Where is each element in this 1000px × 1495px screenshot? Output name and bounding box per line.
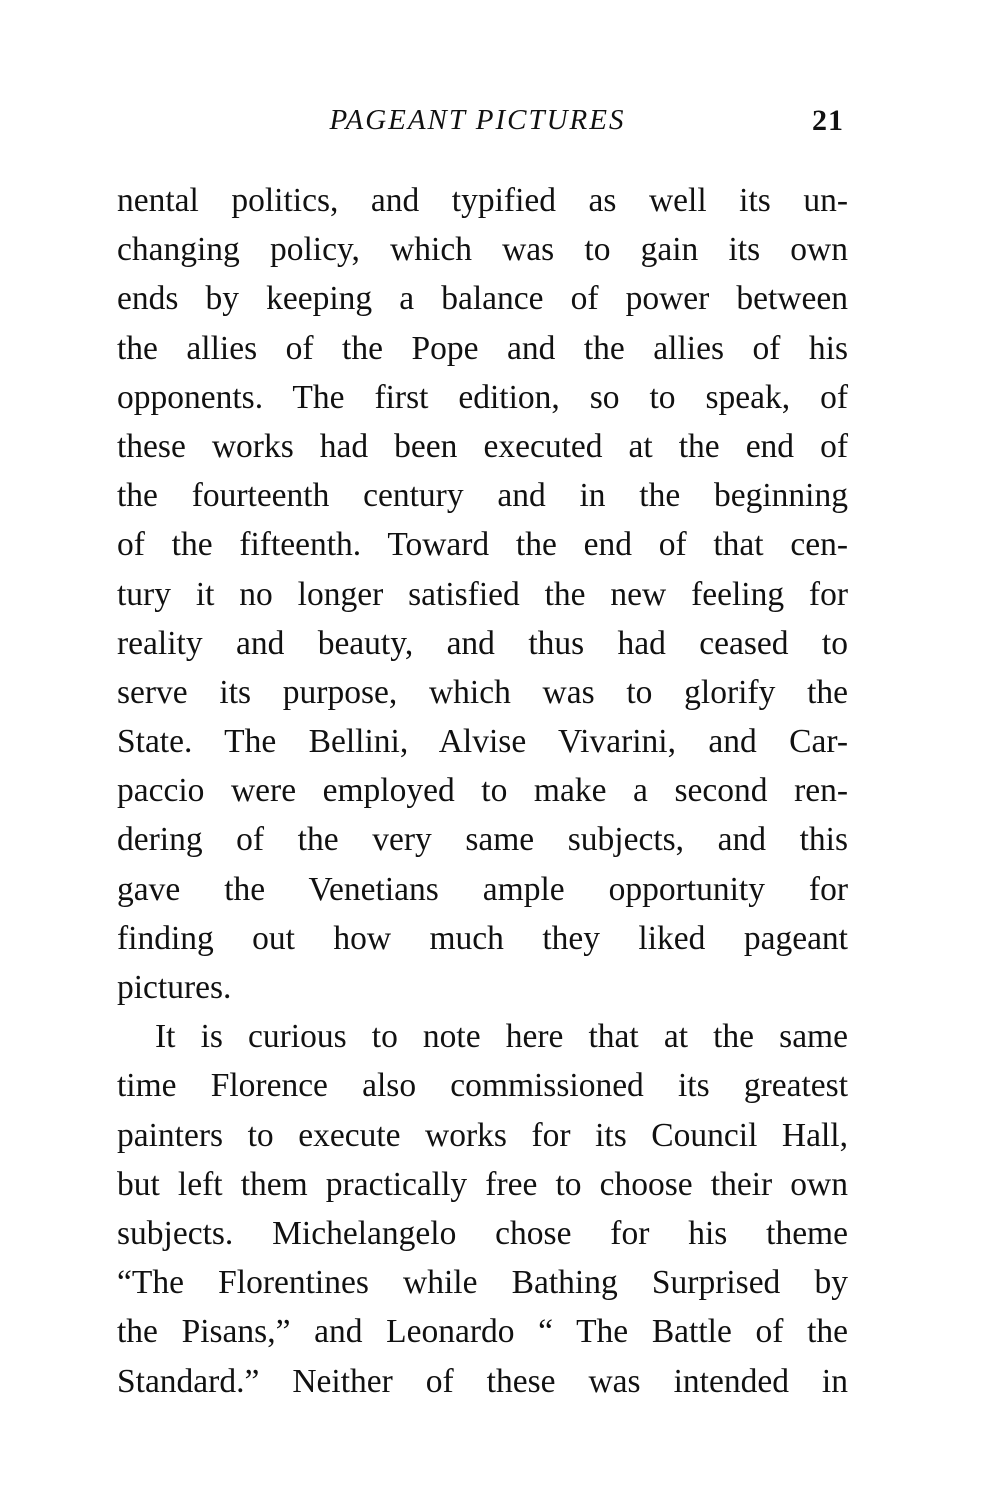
text-line: serve its purpose, which was to glorify the	[117, 673, 848, 711]
text-line: changing policy, which was to gain its own	[117, 231, 848, 269]
text-line: nental politics, and typified as well its un-	[117, 182, 848, 219]
text-line: Standard.” Neither of these was intended in	[117, 1362, 848, 1400]
text-line: of the fifteenth. Toward the end of that cen-	[117, 526, 848, 564]
page-header	[0, 104, 1000, 148]
text-line: tury it no longer satisfied the new feeling for	[117, 575, 848, 613]
text-line: the Pisans,” and Leonardo “ The Battle of the	[117, 1313, 848, 1351]
text-line: finding out how much they liked pageant	[117, 919, 848, 957]
text-line: “The Florentines while Bathing Surprised by	[117, 1264, 848, 1302]
text-line: dering of the very same subjects, and this	[117, 821, 848, 859]
page-number: 21	[812, 104, 844, 137]
text-line: the allies of the Pope and the allies of his	[117, 329, 848, 367]
text-line: these works had been executed at the end of	[117, 427, 848, 465]
text-line: gave the Venetians ample opportunity for	[117, 870, 848, 908]
text-line: ends by keeping a balance of power between	[117, 280, 848, 318]
text-line: painters to execute works for its Council Hall,	[117, 1116, 848, 1154]
text-line: the fourteenth century and in the beginning	[117, 477, 848, 515]
text-line: opponents. The first edition, so to speak, of	[117, 378, 848, 416]
text-line: reality and beauty, and thus had ceased to	[117, 624, 848, 662]
text-line: time Florence also commissioned its greatest	[117, 1067, 848, 1105]
text-line: but left them practically free to choose their own	[117, 1165, 848, 1203]
text-line: subjects. Michelangelo chose for his theme	[117, 1214, 848, 1252]
running-title: PAGEANT PICTURES	[329, 104, 626, 136]
text-line: It is curious to note here that at the same	[155, 1018, 848, 1056]
text-line: paccio were employed to make a second ren-	[117, 772, 848, 810]
body-text	[117, 176, 848, 1406]
text-line: State. The Bellini, Alvise Vivarini, and Car-	[117, 723, 848, 761]
text-line: pictures.	[117, 969, 232, 1006]
